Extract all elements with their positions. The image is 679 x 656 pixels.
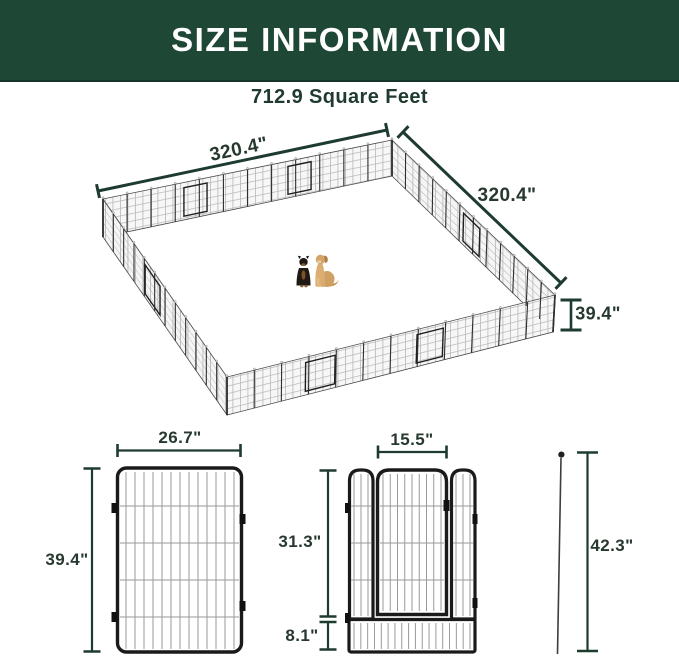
post-cap xyxy=(367,143,369,145)
fence-post xyxy=(446,192,447,228)
post-cap xyxy=(527,300,529,302)
stake-ball-top xyxy=(558,452,564,458)
left-side-length-label: 320.4" xyxy=(207,133,270,166)
door-latch xyxy=(444,500,450,511)
post-cap xyxy=(391,138,393,140)
rottweiler-dog-icon xyxy=(297,256,311,287)
post-cap xyxy=(527,267,529,269)
post-cap xyxy=(102,197,104,199)
wall-height-label: 39.4" xyxy=(575,303,621,324)
post-cap xyxy=(150,187,152,189)
dimension-bottom-height xyxy=(320,622,337,650)
dimension-right-side xyxy=(398,126,567,289)
door-width-label: 15.5" xyxy=(390,430,434,449)
post-cap xyxy=(143,256,145,258)
post-cap xyxy=(216,360,218,362)
post-cap xyxy=(198,177,200,179)
post-cap xyxy=(295,157,297,159)
post-cap xyxy=(417,327,419,329)
post-cap xyxy=(319,153,321,155)
post-cap xyxy=(164,286,166,288)
post-cap xyxy=(112,212,114,214)
post-cap xyxy=(253,368,255,370)
post-cap xyxy=(222,172,224,174)
post-cap xyxy=(432,177,434,179)
post-cap xyxy=(473,215,475,217)
post-cap xyxy=(271,162,273,164)
post-cap xyxy=(459,202,461,204)
post-cap xyxy=(445,189,447,191)
post-cap xyxy=(390,334,392,336)
post-cap xyxy=(445,320,447,322)
post-cap xyxy=(486,228,488,230)
post-cap xyxy=(281,361,283,363)
page-title: SIZE INFORMATION xyxy=(171,21,508,58)
post-cap xyxy=(418,164,420,166)
golden-retriever-dog-icon xyxy=(315,255,338,287)
post-cap xyxy=(499,306,501,308)
post-cap xyxy=(308,354,310,356)
panel-width-label: 26.7" xyxy=(158,428,202,447)
post-cap xyxy=(472,313,474,315)
area-subtitle: 712.9 Square Feet xyxy=(251,86,428,108)
fence-post xyxy=(432,179,433,215)
post-cap xyxy=(343,148,345,150)
post-cap xyxy=(405,151,407,153)
post-cap xyxy=(123,226,125,228)
right-side-length-label: 320.4" xyxy=(477,185,537,206)
post-cap xyxy=(363,341,365,343)
post-cap xyxy=(226,375,228,377)
bottom-panel-height-label: 8.1" xyxy=(285,626,319,645)
panel-height-label: 39.4" xyxy=(45,550,89,569)
post-cap xyxy=(205,345,207,347)
post-cap xyxy=(195,330,197,332)
post-cap xyxy=(185,315,187,317)
stake-height-label: 42.3" xyxy=(590,536,634,555)
stake-rod xyxy=(558,458,562,654)
post-cap xyxy=(513,254,515,256)
post-cap xyxy=(335,347,337,349)
dimension-door-height xyxy=(320,470,337,617)
header-banner xyxy=(0,0,679,82)
post-cap xyxy=(540,280,542,282)
door-panel-diagram xyxy=(320,446,478,653)
post-cap xyxy=(126,192,128,194)
post-cap xyxy=(154,271,156,273)
post-cap xyxy=(174,182,176,184)
post-cap xyxy=(133,241,135,243)
door-height-label: 31.3" xyxy=(278,532,322,551)
post-cap xyxy=(554,293,556,295)
post-cap xyxy=(174,301,176,303)
panel-front-view-diagram xyxy=(84,444,246,652)
enclosure-isometric xyxy=(97,123,582,415)
post-cap xyxy=(247,167,249,169)
post-cap xyxy=(500,241,502,243)
